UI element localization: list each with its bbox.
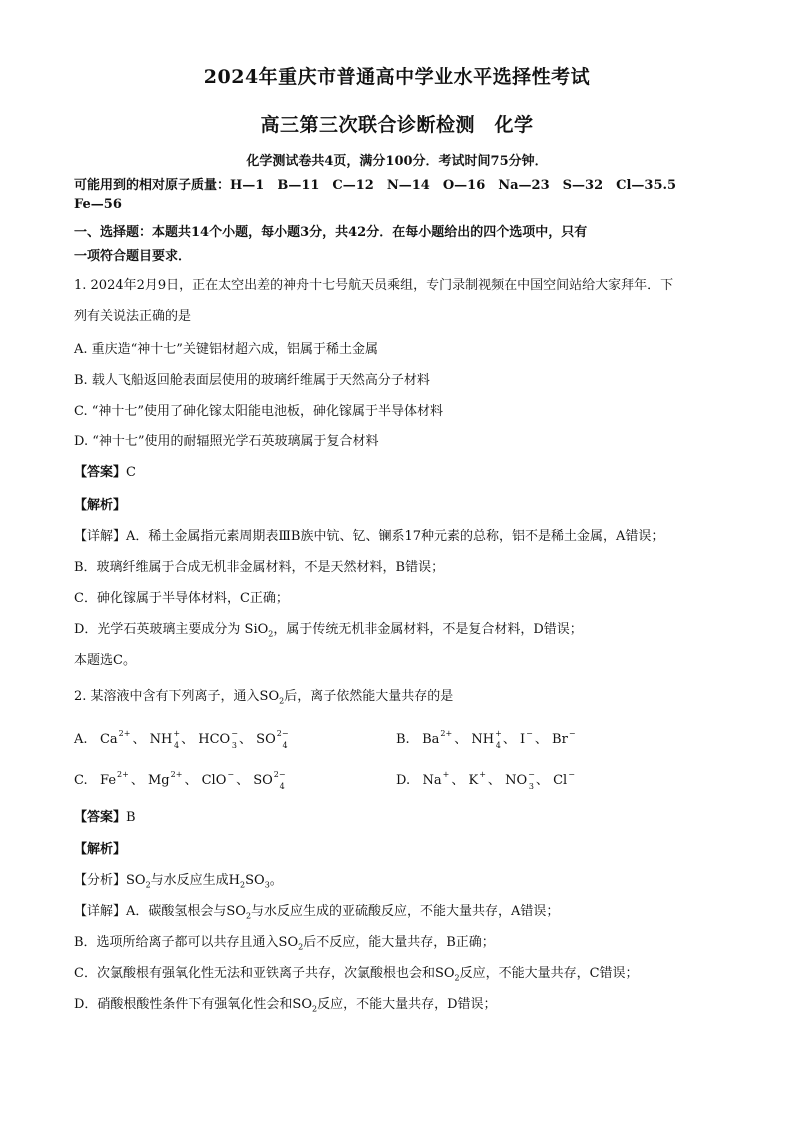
answer-label: 【答案】 xyxy=(74,810,127,825)
q1-option-d: D. “神十七”使用的耐辐照光学石英玻璃属于复合材料 xyxy=(74,434,379,449)
ion: Na+ xyxy=(422,770,450,788)
ion: Br− xyxy=(552,729,576,747)
ion: $SO^{2-}_4$ xyxy=(256,729,289,750)
exam-info: 化学测试卷共4页，满分100分．考试时间75分钟． xyxy=(246,154,548,169)
ion: $NO^-_3$ xyxy=(505,770,535,791)
answer-value: C xyxy=(126,465,136,480)
q1-detail-c: C．砷化镓属于半导体材料，C正确； xyxy=(74,591,289,606)
q2-detail-a: 【详解】A．碳酸氢根会与$SO_2$与水反应生成的亚硫酸反应，不能大量共存，A错误； xyxy=(74,904,560,921)
q1-option-a: A. 重庆造“神十七”关键铝材超六成，铝属于稀土金属 xyxy=(74,342,378,357)
subscript: 2 xyxy=(279,696,285,706)
ion: I− xyxy=(520,729,533,747)
q2-detail-b: B．选项所给离子都可以共存且通入$SO_2$后不反应，能大量共存，B正确； xyxy=(74,935,495,952)
q2-stem xyxy=(74,685,453,706)
q1-option-b: B. 载人飞船返回舱表面层使用的玻璃纤维属于天然高分子材料 xyxy=(74,373,430,388)
q2-option-d: D. Na+ 、 K+ 、 $NO^-_3$ 、 Cl− xyxy=(396,770,575,791)
exam-subtitle: 高三第三次联合诊断检测 化学 xyxy=(260,114,534,136)
ion: Cl− xyxy=(553,770,575,788)
option-label: A. xyxy=(74,732,88,747)
q2-detail-d: D．硝酸根酸性条件下有强氧化性会和$SO_2$反应，不能大量共存，D错误； xyxy=(74,997,497,1014)
q1-conclusion: 本题选C。 xyxy=(74,653,136,668)
section-heading-cont: 一项符合题目要求． xyxy=(74,249,192,264)
ion: $HCO^-_3$ xyxy=(198,729,238,750)
q2-option-c: C. $Fe^{2+}$ 、 $Mg^{2+}$ 、 ClO− 、 $SO^{2-}_4$ xyxy=(74,770,286,791)
q1-detail-d-pre: D．光学石英玻璃主要成分为 SiO xyxy=(74,622,269,637)
atomic-mass-line1: 可能用到的相对原子质量：H—1 B—11 C—12 N—14 O—16 Na—23 S—32 Cl—35.5 xyxy=(74,178,677,193)
q1-answer xyxy=(74,461,136,480)
q1-option-c: C. “神十七”使用了砷化镓太阳能电池板，砷化镓属于半导体材料 xyxy=(74,404,444,419)
atomic-mass-line2: Fe—56 xyxy=(74,197,122,212)
q2-stem-pre: 2. 某溶液中含有下列离子，通入SO xyxy=(74,689,280,704)
q2-analysis-label: 【解析】 xyxy=(74,842,127,857)
ion: $NH^+_4$ xyxy=(471,729,502,750)
ion: ClO− xyxy=(201,770,235,788)
subscript: 2 xyxy=(268,629,274,639)
q2-option-b: B. $Ba^{2+}$ 、 $NH^+_4$ 、 I− 、 Br− xyxy=(396,729,576,750)
ion: K+ xyxy=(468,770,486,788)
answer-label: 【答案】 xyxy=(74,465,127,480)
q2-detail-c: C．次氯酸根有强氧化性无法和亚铁离子共存，次氯酸根也会和$SO_2$反应，不能大量共存，C错误； xyxy=(74,966,639,983)
option-label: B. xyxy=(396,732,410,747)
q2-stem-post: 后，离子依然能大量共存的是 xyxy=(284,689,454,704)
exam-title: 2024年重庆市普通高中学业水平选择性考试 xyxy=(203,66,591,88)
q1-detail-d xyxy=(74,618,583,639)
q1-analysis-label: 【解析】 xyxy=(74,498,127,513)
q1-detail-a: 【详解】A．稀土金属指元素周期表ⅢB族中钪、钇、镧系17种元素的总称，铝不是稀土金属，A错误； xyxy=(74,529,665,544)
q2-answer xyxy=(74,806,136,825)
q1-detail-b: B．玻璃纤维属于合成无机非金属材料，不是天然材料，B错误； xyxy=(74,560,445,575)
ion: $Ba^{2+}$ xyxy=(422,729,453,747)
option-label: D. xyxy=(396,773,411,788)
q1-detail-d-post: ，属于传统无机非金属材料，不是复合材料，D错误； xyxy=(273,622,583,637)
ion: $NH^+_4$ xyxy=(149,729,181,750)
answer-value: B xyxy=(126,810,136,825)
q1-stem-line1: 1. 2024年2月9日，正在太空出差的神舟十七号航天员乘组，专门录制视频在中国空间站给大家拜年．下 xyxy=(74,278,674,293)
ion: $SO^{2-}_4$ xyxy=(253,770,286,791)
q1-stem-line2: 列有关说法正确的是 xyxy=(74,309,192,324)
section-heading: 一、选择题：本题共14个小题，每小题3分，共42分．在每小题给出的四个选项中，只有 xyxy=(74,225,588,240)
ion: $Mg^{2+}$ xyxy=(148,770,183,788)
option-label: C. xyxy=(74,773,88,788)
ion: $Fe^{2+}$ xyxy=(100,770,129,788)
q2-fenxi: 【分析】$SO_2$与水反应生成$H_2SO_3$。 xyxy=(74,873,283,890)
ion: $Ca^{2+}$ xyxy=(99,729,131,747)
q2-option-a: A. $Ca^{2+}$ 、 $NH^+_4$ 、 $HCO^-_3$ 、 $SO^{2-}_4$ xyxy=(74,729,289,750)
